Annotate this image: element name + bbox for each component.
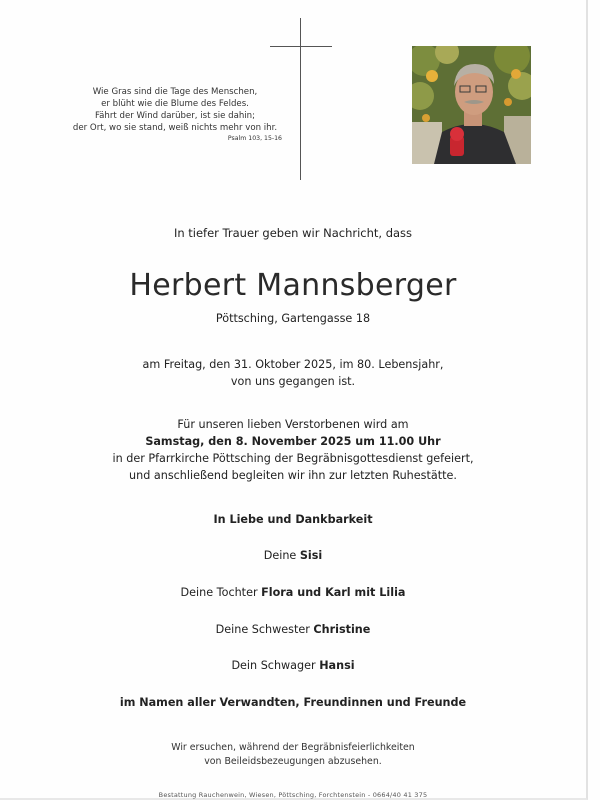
psalm-line: Wie Gras sind die Tage des Menschen, [92,87,258,97]
mourner-relation: Deine Tochter [180,586,262,599]
psalm-line: er blüht wie die Blume des Feldes. [101,99,249,109]
intro-text: In tiefer Trauer geben wir Nachricht, dass [173,226,413,240]
death-line: von uns gegangen ist. [230,375,356,388]
mourner-line [0,623,586,636]
request-line: Wir ersuchen, während der Begräbnisfeierlichkeiten [171,742,415,753]
funeral-line: Für unseren lieben Verstorbenen wird am [177,418,409,431]
mourner-name: Christine [313,623,371,636]
cross-icon [270,18,332,180]
mourner-line [0,659,586,672]
mourner-name: Flora und Karl mit Lilia [261,586,406,599]
mourner-relation: Deine Schwester [215,623,314,636]
mourner-name: Hansi [319,659,355,672]
mourner-relation: Dein Schwager [231,659,320,672]
death-notice [0,356,586,390]
mourner-name: Sisi [299,549,323,562]
deceased-name: Herbert Mannsberger [129,268,457,303]
portrait-photo [412,46,531,164]
funeral-line: in der Pfarrkirche Pöttsching der Begräbnisgottesdienst gefeiert, [112,452,474,465]
psalm-line: Fährt der Wind darüber, ist sie dahin; [94,111,256,121]
funeral-line: und anschließend begleiten wir ihn zur letzten Ruhestätte. [129,469,457,482]
psalm-line: der Ort, wo sie stand, weiß nichts mehr von ihr. [72,123,278,133]
psalm-quote [60,86,290,144]
funeral-date: Samstag, den 8. November 2025 um 11.00 Uhr [145,435,441,448]
all-relatives-line: im Namen aller Verwandten, Freundinnen und Freunde [119,696,467,709]
psalm-reference: Psalm 103, 15-16 [227,135,282,142]
mourner-line [0,549,586,562]
condolence-request [0,741,586,769]
death-line: am Freitag, den 31. Oktober 2025, im 80. Lebensjahr, [142,358,444,371]
undertaker-footer: Bestattung Rauchenwein, Wiesen, Pöttsching, Forchtenstein - 0664/40 41 375 [158,791,428,799]
funeral-info [0,416,586,484]
mourner-line [0,586,586,599]
closing-phrase: In Liebe und Dankbarkeit [213,513,373,526]
mourner-relation: Deine [263,549,300,562]
deceased-address: Pöttsching, Gartengasse 18 [215,312,371,325]
request-line: von Beileidsbezeugungen abzusehen. [204,756,382,767]
cross-vertical-bar [300,18,301,180]
cross-horizontal-bar [270,46,332,47]
